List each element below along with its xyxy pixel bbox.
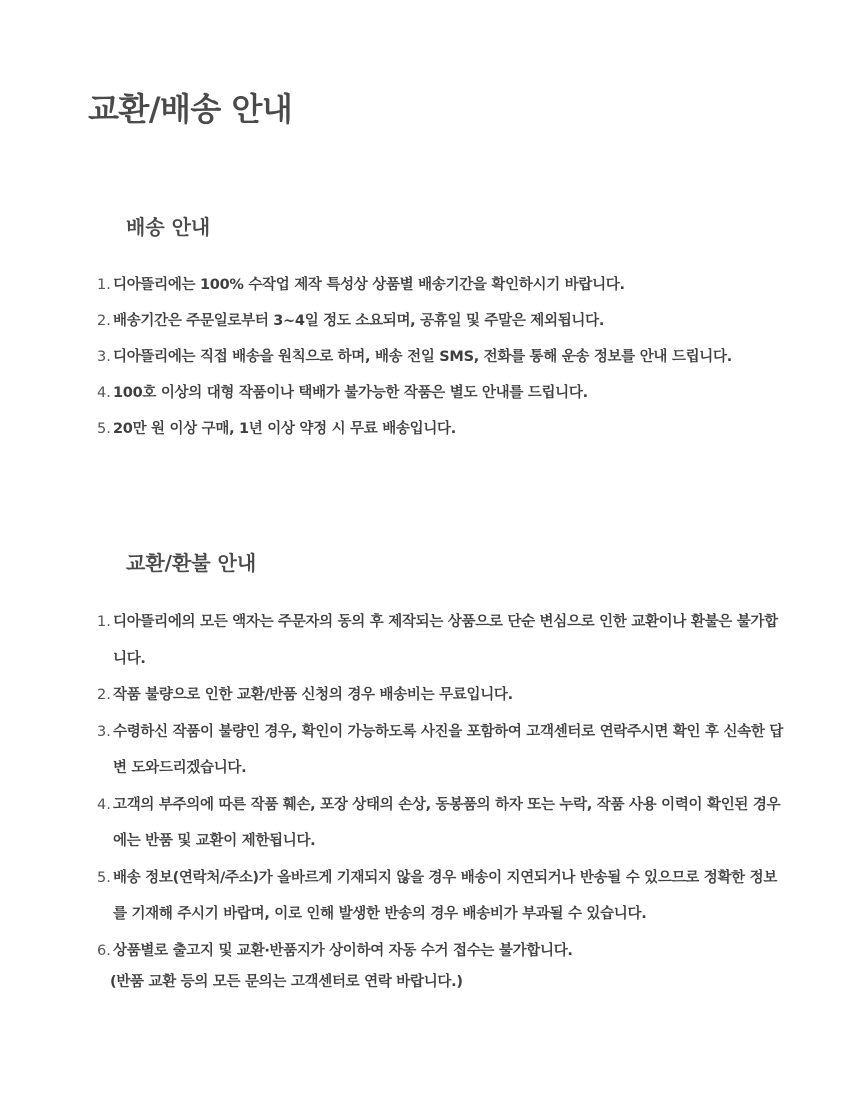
list-item bbox=[97, 860, 787, 933]
list-item bbox=[97, 411, 787, 447]
list-item bbox=[97, 714, 787, 787]
list-item-text: 100호 이상의 대형 작품이나 택배가 불가능한 작품은 별도 안내를 드립니다. bbox=[113, 385, 588, 401]
list-item bbox=[97, 375, 787, 411]
inquiry-footnote: (반품 교환 등의 모든 문의는 고객센터로 연락 바랍니다.) bbox=[110, 974, 463, 990]
list-item-text: 20만 원 이상 구매, 1년 이상 약정 시 무료 배송입니다. bbox=[113, 421, 456, 437]
list-item-text: 상품별로 출고지 및 교환·반품지가 상이하여 자동 수거 접수는 불가합니다. bbox=[113, 942, 573, 959]
exchange-section-title: 교환/환불 안내 bbox=[126, 551, 257, 575]
exchange-notice-list bbox=[97, 604, 787, 969]
list-item-text: 작품 불량으로 인한 교환/반품 신청의 경우 배송비는 무료입니다. bbox=[113, 687, 513, 703]
shipping-section-title: 배송 안내 bbox=[126, 215, 211, 239]
list-item-number: 2. bbox=[97, 313, 111, 329]
list-item bbox=[97, 267, 787, 303]
list-item bbox=[97, 933, 787, 970]
list-item bbox=[97, 303, 787, 339]
list-item-number: 3. bbox=[97, 349, 111, 365]
list-item-number: 4. bbox=[97, 385, 111, 401]
list-item-number: 5. bbox=[97, 421, 111, 437]
list-item-number: 1. bbox=[97, 614, 111, 630]
list-item bbox=[97, 604, 787, 677]
list-item bbox=[97, 677, 787, 714]
list-item bbox=[97, 787, 787, 860]
list-item-number: 6. bbox=[97, 942, 111, 959]
list-item-number: 4. bbox=[97, 796, 111, 813]
list-item bbox=[97, 339, 787, 375]
page-title: 교환/배송 안내 bbox=[88, 90, 293, 128]
list-item-number: 2. bbox=[97, 687, 111, 703]
list-item-text: 고객의 부주의에 따른 작품 훼손, 포장 상태의 손상, 동봉품의 하자 또는 누락, 작품 사용 이력이 확인된 경우에는 반품 및 교환이 제한됩니다. bbox=[113, 796, 781, 849]
list-item-text: 디아뜰리에는 직접 배송을 원칙으로 하며, 배송 전일 SMS, 전화를 통해 운송 정보를 안내 드립니다. bbox=[113, 349, 732, 365]
list-item-number: 5. bbox=[97, 869, 111, 886]
list-item-number: 3. bbox=[97, 723, 111, 740]
shipping-notice-list bbox=[97, 267, 787, 447]
list-item-number: 1. bbox=[97, 277, 111, 293]
list-item-text: 수령하신 작품이 불량인 경우, 확인이 가능하도록 사진을 포함하여 고객센터로 연락주시면 확인 후 신속한 답변 도와드리겠습니다. bbox=[113, 723, 784, 776]
list-item-text: 디아뜰리에의 모든 액자는 주문자의 동의 후 제작되는 상품으로 단순 변심으로 인한 교환이나 환불은 불가합니다. bbox=[113, 614, 778, 667]
list-item-text: 디아뜰리에는 100% 수작업 제작 특성상 상품별 배송기간을 확인하시기 바랍니다. bbox=[113, 277, 625, 293]
list-item-text: 배송기간은 주문일로부터 3~4일 정도 소요되며, 공휴일 및 주말은 제외됩니다. bbox=[113, 313, 605, 329]
list-item-text: 배송 정보(연락처/주소)가 올바르게 기재되지 않을 경우 배송이 지연되거나 반송될 수 있으므로 정확한 정보를 기재해 주시기 바랍며, 이로 인해 발생한 반송의 경우 배송비가 부과될 수 있습니다. bbox=[113, 869, 778, 922]
